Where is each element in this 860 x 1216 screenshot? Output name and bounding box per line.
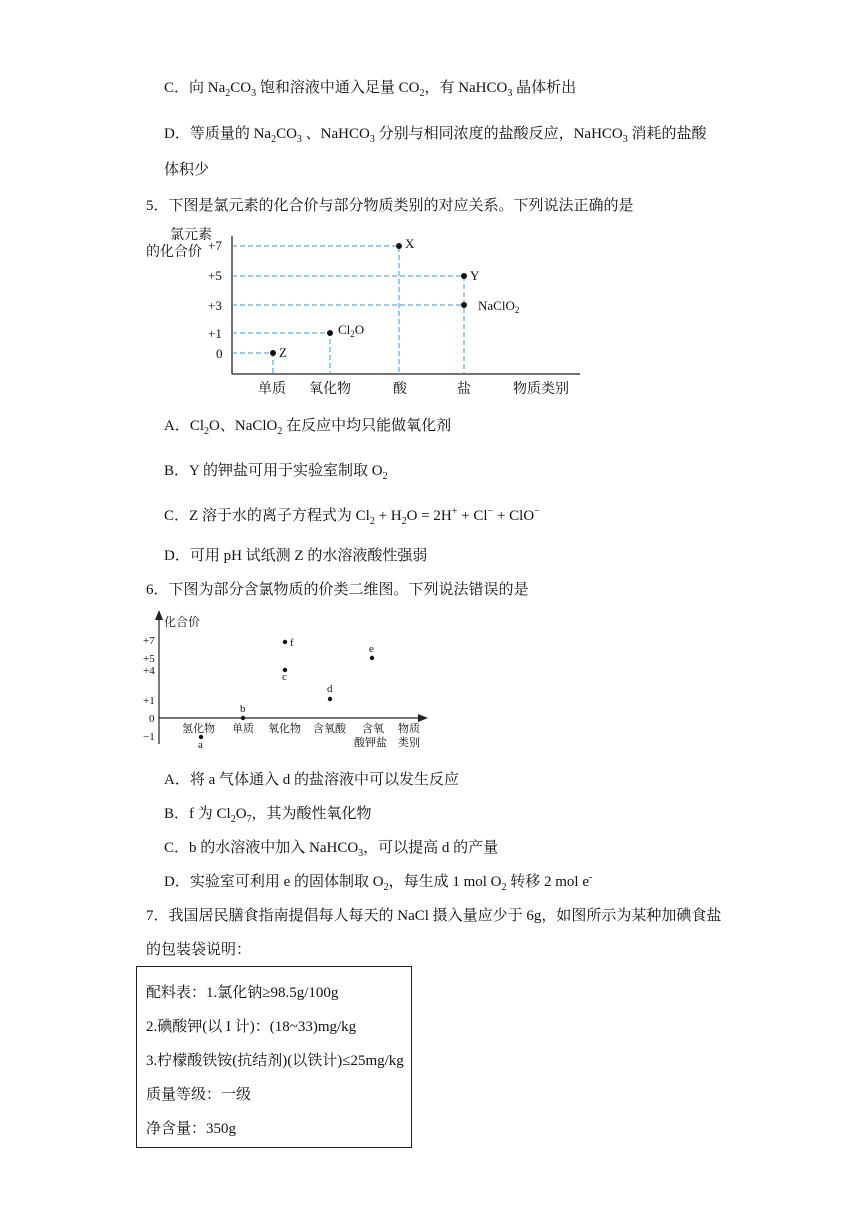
q5-option-b: B．Y 的钾盐可用于实验室制取 $O_2$ <box>164 463 388 482</box>
q5-guide-x <box>232 246 399 374</box>
q5-label-y: Y <box>470 268 480 283</box>
q6-category: 含氧酸 <box>313 723 346 735</box>
q6-point-b <box>241 716 245 720</box>
q6-xlabel: 物质 <box>398 723 420 735</box>
salt-label-line: 配料表：1.氯化钠≥98.5g/100g <box>146 985 339 1001</box>
q6-ytick: −1 <box>143 731 155 743</box>
q5-category: 单质 <box>258 382 286 397</box>
q5-label-naclo2: NaClO$_2$ <box>478 298 520 315</box>
q5-point-y <box>461 273 467 279</box>
q7-stem-line1: 7．我国居民膳食指南提倡每人每天的 NaCl 摄入量应少于 6g，如图所示为某种加碘食盐 <box>146 908 722 924</box>
salt-label-line: 3.柠檬酸铁铵(抗结剂)(以铁计)≤25mg/kg <box>146 1053 404 1069</box>
q6-label-b: b <box>240 703 246 715</box>
q5-ytick: +7 <box>208 238 222 253</box>
q6-ytick: +7 <box>143 635 155 647</box>
q6-category: 氧化物 <box>268 723 301 735</box>
q6-category: 氢化物 <box>182 723 215 735</box>
q6-label-a: a <box>198 739 203 751</box>
q6-label-e: e <box>369 643 374 655</box>
q5-option-a: A．$Cl_2O$、NaClO$_2$ 在反应中均只能做氧化剂 <box>164 418 452 437</box>
q5-point-naclo2 <box>461 302 467 308</box>
q5-chart <box>140 222 600 402</box>
q6-chart <box>140 608 440 756</box>
q6-stem: 6．下图为部分含氯物质的价类二维图。下列说法错误的是 <box>146 582 529 598</box>
q6-point-f <box>283 640 287 644</box>
q4-option-c: C．向 $Na_2CO_3$ 饱和溶液中通入足量 $CO_2$，有 NaHCO$_3$ 晶体析出 <box>164 80 577 99</box>
q6-label-f: f <box>290 637 294 649</box>
q5-label-z: Z <box>279 345 287 360</box>
q5-ylabel-line2: 的化合价 <box>146 245 202 260</box>
q5-ylabel-line1: 氯元素 <box>170 228 212 243</box>
q6-category: 含氧 <box>362 723 384 735</box>
q4-option-d: D．等质量的 $Na_2CO_3$ 、NaHCO$_3$ 分别与相同浓度的盐酸反应，NaHCO$_3$ 消耗的盐酸 <box>164 126 707 145</box>
q5-xlabel: 物质类别 <box>513 382 569 397</box>
q6-ytick: +1 <box>143 695 155 707</box>
q6-ytick: 0 <box>149 713 155 725</box>
q6-ytick: +5 <box>143 653 155 665</box>
q5-label-cl2o: $Cl_2O$ <box>338 322 365 339</box>
q5-guide-z <box>232 353 273 374</box>
q6-option-d: D．实验室可利用 e 的固体制取 $O_2$，每生成 1 mol $O_2$ 转移 2 mol e- <box>164 872 593 893</box>
q4-option-d-line2: 体积少 <box>164 162 210 178</box>
q5-ytick: +5 <box>208 268 222 283</box>
q6-category: 单质 <box>232 723 254 735</box>
q5-point-x <box>396 243 402 249</box>
q5-category: 氧化物 <box>309 382 351 397</box>
q6-category: 酸钾盐 <box>354 737 387 749</box>
q6-y-arrow <box>155 610 163 620</box>
q6-point-d <box>328 697 332 701</box>
q6-option-b: B．f 为 $Cl_2O_7$，其为酸性氧化物 <box>164 806 372 825</box>
q6-option-c: C．b 的水溶液中加入 NaHCO$_3$，可以提高 d 的产量 <box>164 840 499 859</box>
q7-stem-line2: 的包装袋说明： <box>146 942 252 958</box>
salt-label-line: 净含量：350g <box>146 1121 237 1137</box>
salt-label-line: 2.碘酸钾(以 I 计)：(18~33)mg/kg <box>146 1019 357 1035</box>
salt-label-line: 质量等级：一级 <box>146 1087 252 1103</box>
q6-label-d: d <box>327 683 333 695</box>
salt-label-box <box>136 966 412 1148</box>
q6-label-c: c <box>282 671 287 683</box>
q6-point-e <box>370 656 374 660</box>
q6-ytick: +4 <box>143 665 155 677</box>
q5-ytick: 0 <box>216 346 223 361</box>
q5-stem: 5．下图是氯元素的化合价与部分物质类别的对应关系。下列说法正确的是 <box>146 198 634 214</box>
q6-xlabel: 类别 <box>398 737 420 749</box>
q5-ytick: +1 <box>208 326 222 341</box>
q5-category: 盐 <box>457 382 471 397</box>
q5-ytick: +3 <box>208 298 222 313</box>
q5-point-z <box>270 350 276 356</box>
q6-option-a: A．将 a 气体通入 d 的盐溶液中可以发生反应 <box>164 772 459 788</box>
q5-option-d: D．可用 pH 试纸测 Z 的水溶液酸性强弱 <box>164 548 428 564</box>
q5-y-ticks <box>208 238 223 361</box>
q5-option-c: C．Z 溶于水的离子方程式为 $Cl_2 + H_2O = 2H^+ + Cl^- + ClO^-$ <box>164 506 540 527</box>
q5-label-x: X <box>405 236 415 251</box>
q6-x-arrow <box>418 714 428 722</box>
q5-guides <box>232 246 464 374</box>
q5-point-cl2o <box>327 330 333 336</box>
q6-ylabel: 化合价 <box>164 615 201 629</box>
q5-category: 酸 <box>393 382 407 397</box>
